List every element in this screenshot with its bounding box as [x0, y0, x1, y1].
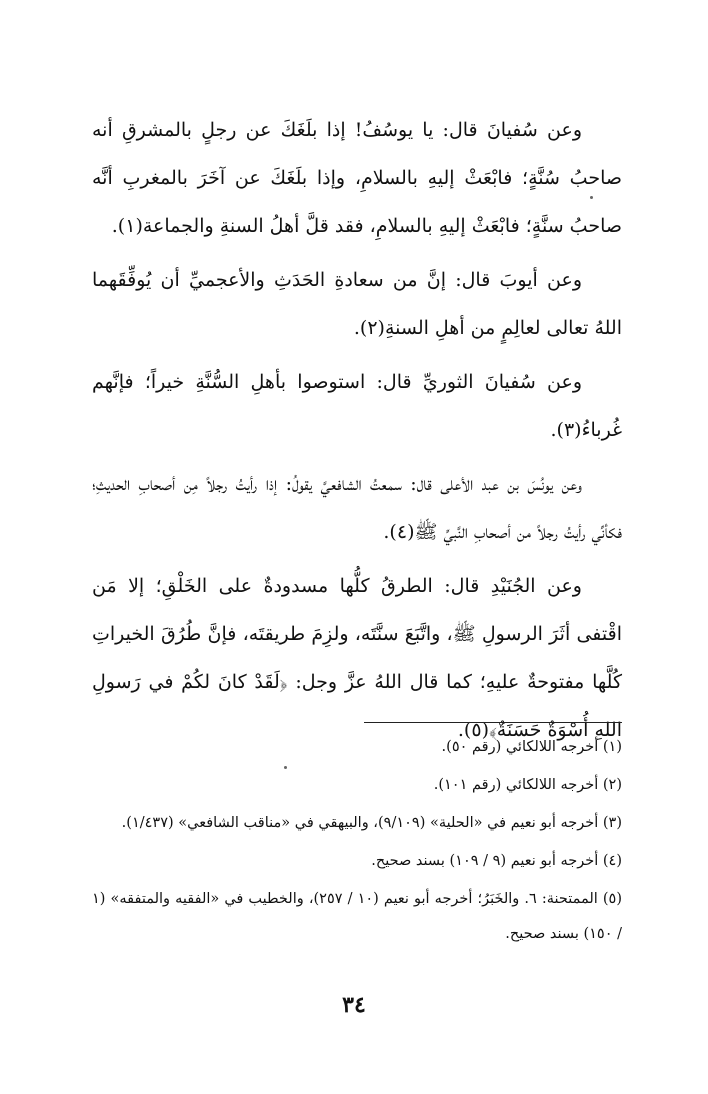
scan-speck: [590, 196, 593, 199]
footnote-1: (١) أخرجه اللالكائي (رقم ٥٠).: [441, 739, 622, 755]
footnote-divider: [364, 722, 622, 723]
footnotes: [92, 730, 622, 952]
paragraph-thawri: وعن سُفيانَ الثوريِّ قال: استوصوا بأهلِ السُّنَّةِ خيراً؛ فإنَّهم غُرباءُ(٣).: [92, 371, 622, 441]
paragraph-ayyub: وعن أيوبَ قال: إنَّ من سعادةِ الحَدَثِ والأعجميِّ أن يُوفِّقَهما اللهُ تعالى لعالِمٍ من أهلِ السنةِ(٢).: [92, 269, 622, 339]
paragraph-junayd: وعن الجُنَيْدِ قال: الطرقُ كلُّها مسدودةٌ على الخَلْقِ؛ إلا مَن اقْتفى أثَرَ الرسولِ ﷺ، واتَّبَعَ سنَّتَه، ولزِمَ طريقتَه، فإنَّ طُرُقَ الخيراتِ كُلَّها مفتوحةٌ عليهِ؛ كما قال اللهُ عزَّ وجل: ﴿لَقَدْ كانَ لكُمْ في رَسولِ اللهِ أُسْوَةٌ حَسَنَةٌ﴾(٥).: [92, 575, 622, 741]
footnote-4: (٤) أخرجه أبو نعيم (٩ / ١٠٩) بسند صحيح.: [371, 853, 622, 869]
page-number: ٣٤: [342, 992, 366, 1018]
footnote-3: (٣) أخرجه أبو نعيم في «الحلية» (٩/١٠٩)، والبيهقي في «مناقب الشافعي» (١/٤٣٧).: [121, 815, 622, 831]
footnote-2: (٢) أخرجه اللالكائي (رقم ١٠١).: [433, 777, 622, 793]
main-text: [92, 106, 622, 754]
paragraph-yunus: وعن يونُسَ بن عبد الأعلى قال: سمعتُ الشافعيَّ يقولُ: إذا رأيتُ رجلاً مِن أصحابِ الحديثِ؛ فكأنِّي رأيتُ رجلاً من أصحابِ النَّبيِّ ﷺ(٤).: [92, 473, 622, 543]
footnote-5: (٥) الممتحنة: ٦. والخَبَرُ؛ أخرجه أبو نعيم (١٠ / ٢٥٧)، والخطيب في «الفقيه والمتفقه» (١ / ١٥٠) بسند صحيح.: [92, 891, 623, 942]
scan-speck: [284, 766, 287, 769]
paragraph-sufyan: وعن سُفيانَ قال: يا يوسُفُ! إذا بلَغَكَ عن رجلٍ بالمشرقِ أنه صاحبُ سُنَّةٍ؛ فابْعَثْ إليهِ بالسلامِ، وإذا بلَغَكَ عن آخَرَ بالمغربِ أنَّه صاحبُ سنَّةٍ؛ فابْعَثْ إليهِ بالسلامِ، فقد قلَّ أهلُ السنةِ والجماعة(١).: [92, 119, 622, 237]
